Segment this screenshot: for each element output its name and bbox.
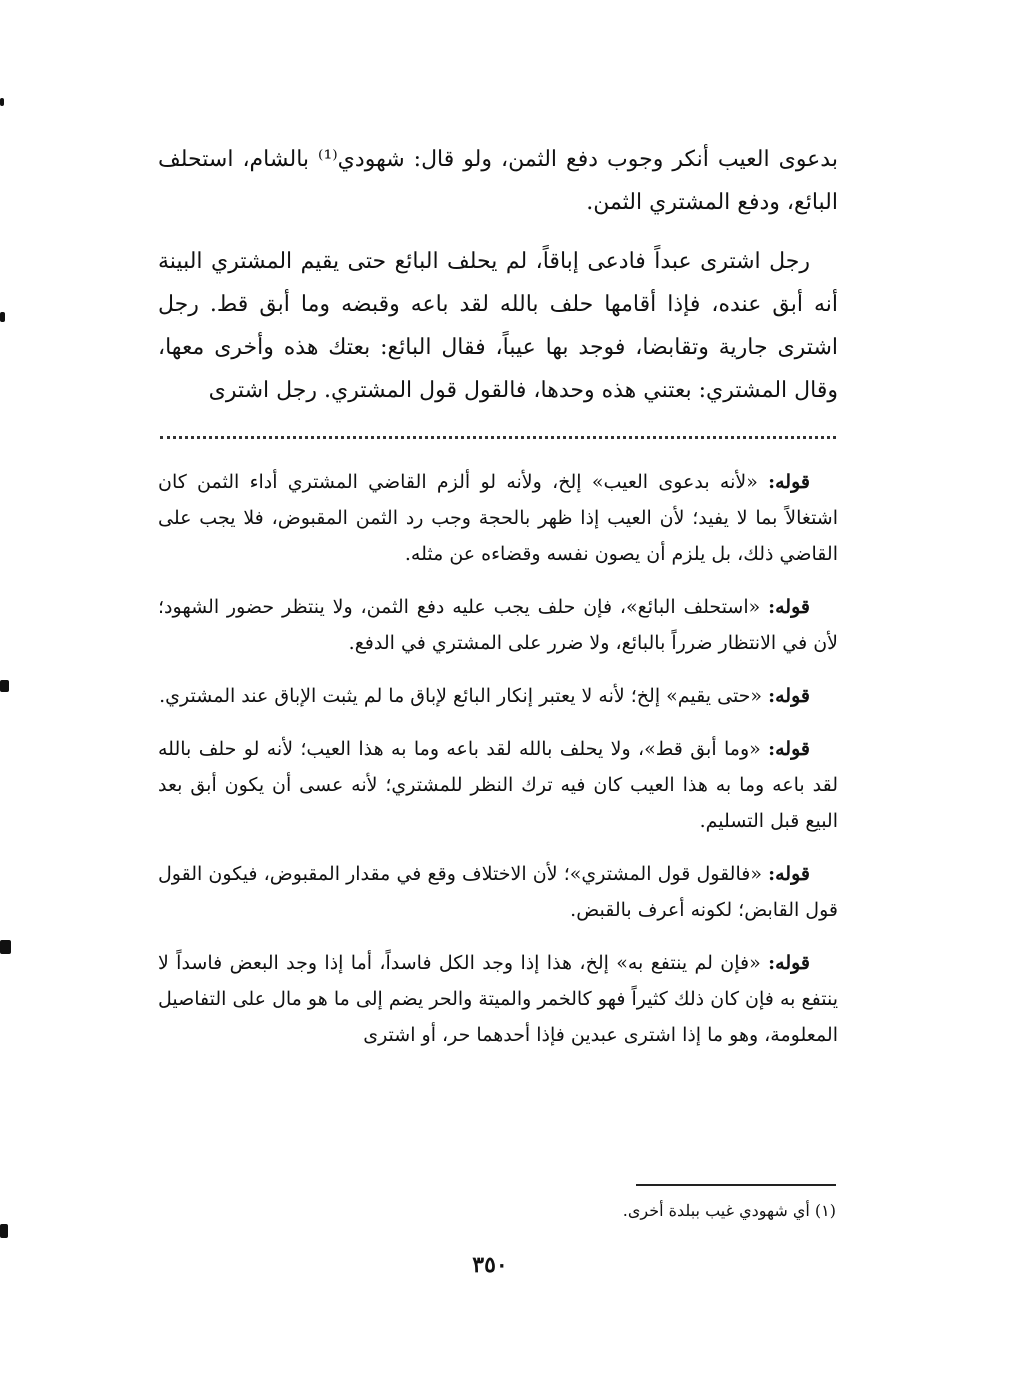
commentary-text: «حتى يقيم» إلخ؛ لأنه لا يعتبر إنكار البائع لإباق ما لم يثبت الإباق عند المشتري. bbox=[159, 685, 763, 707]
footnote-rule bbox=[636, 1184, 836, 1186]
main-text bbox=[158, 138, 838, 428]
commentary-label: قوله: bbox=[768, 685, 810, 707]
commentary-paragraph bbox=[158, 589, 838, 661]
commentary-paragraph bbox=[158, 464, 838, 572]
commentary-label: قوله: bbox=[768, 471, 810, 493]
commentary-section bbox=[158, 464, 838, 1070]
scan-mark bbox=[0, 680, 9, 692]
commentary-label: قوله: bbox=[768, 952, 811, 974]
commentary-text: «فإن لم ينتفع به» إلخ، هذا إذا وجد الكل فاسداً، أما إذا وجد البعض فاسداً لا ينتفع به فإن كان ذلك كثيراً فهو كالخمر والميتة والحر يضم إلى ما هو مال على التفاصيل المعلومة، وهو ما إذا اشترى عبدين فإذا أحدهما حر، أو اشترى bbox=[158, 952, 838, 1046]
commentary-label: قوله: bbox=[768, 738, 810, 760]
commentary-paragraph bbox=[158, 678, 838, 714]
dotted-separator bbox=[160, 436, 836, 439]
commentary-label: قوله: bbox=[768, 596, 810, 618]
footnote: (١) أي شهودي غيب ببلدة أخرى. bbox=[622, 1201, 836, 1220]
scan-mark bbox=[0, 1224, 8, 1238]
commentary-paragraph bbox=[158, 945, 838, 1053]
commentary-text: «لأنه بدعوى العيب» إلخ، ولأنه لو ألزم القاضي المشتري أداء الثمن كان اشتغالاً بما لا يفيد؛ لأن العيب إذا ظهر بالحجة وجب رد الثمن المقبوض، فلا يجب على القاضي ذلك، بل يلزم أن يصون نفسه وقضاءه عن مثله. bbox=[158, 471, 838, 565]
commentary-text: «فالقول قول المشتري»؛ لأن الاختلاف وقع في مقدار المقبوض، فيكون القول قول القابض؛ لكونه أعرف بالقبض. bbox=[158, 863, 838, 921]
commentary-paragraph bbox=[158, 731, 838, 839]
commentary-text: «وما أبق قط»، ولا يحلف بالله لقد باعه وما به هذا العيب؛ لأنه لو حلف بالله لقد باعه وما به هذا العيب كان فيه ترك النظر للمشتري؛ لأنه عسى أن يكون أبق بعد البيع قبل التسليم. bbox=[158, 738, 838, 832]
scan-mark bbox=[0, 940, 11, 954]
scan-mark bbox=[0, 98, 4, 106]
commentary-text: «استحلف البائع»، فإن حلف يجب عليه دفع الثمن، ولا ينتظر حضور الشهود؛ لأن في الانتظار ضرراً بالبائع، ولا ضرر على المشتري في الدفع. bbox=[158, 596, 838, 654]
commentary-label: قوله: bbox=[768, 863, 810, 885]
main-paragraph: رجل اشترى عبداً فادعى إباقاً، لم يحلف البائع حتى يقيم المشتري البينة أنه أبق عنده، فإذا أقامها حلف بالله لقد باعه وقبضه وما أبق قط. رجل اشترى جارية وتقابضا، فوجد بها عيباً، فقال البائع: بعتك هذه وأخرى معها، وقال المشتري: بعتني هذه وحدها، فالقول قول المشتري. رجل اشترى bbox=[158, 249, 838, 403]
scan-edge-marks bbox=[0, 0, 14, 1375]
commentary-paragraph bbox=[158, 856, 838, 928]
main-paragraph: بدعوى العيب أنكر وجوب دفع الثمن، ولو قال: شهودي⁽¹⁾ بالشام، استحلف البائع، ودفع المشتري الثمن. bbox=[158, 147, 838, 215]
scan-mark bbox=[0, 312, 5, 322]
page-number: ٣٥٠ bbox=[472, 1252, 508, 1278]
